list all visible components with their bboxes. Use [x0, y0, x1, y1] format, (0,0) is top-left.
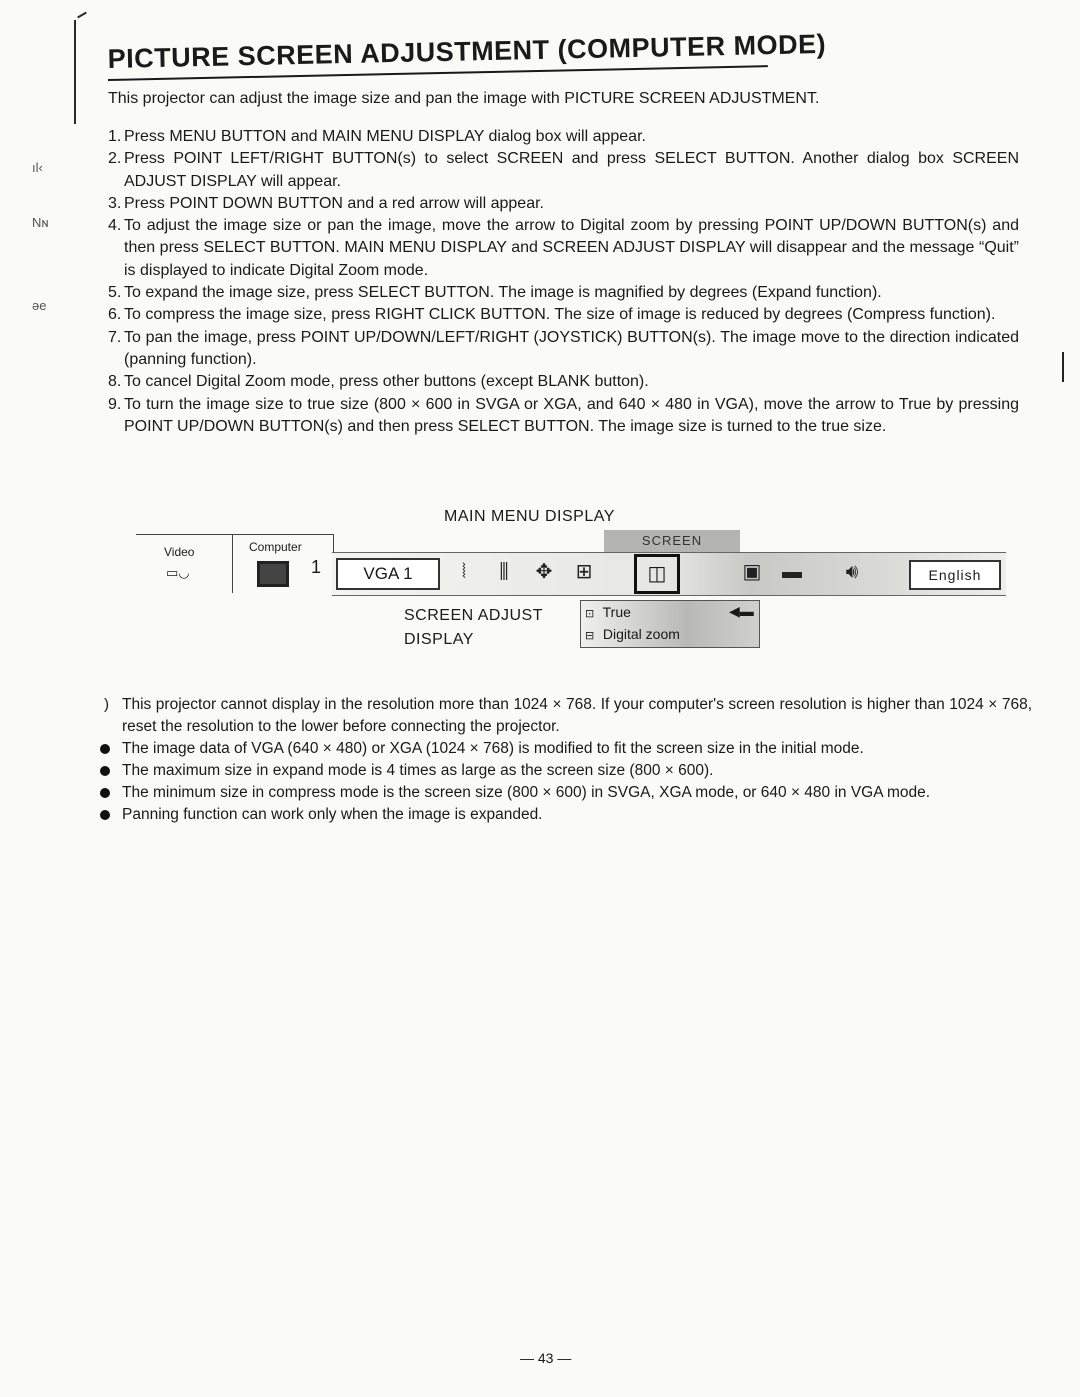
tab-computer[interactable] [232, 534, 334, 593]
step-text: Press POINT DOWN BUTTON and a red arrow will appear. [124, 194, 544, 212]
step-number: 8. [108, 373, 122, 391]
step-number: 4. [108, 217, 122, 235]
step-item [104, 394, 1019, 439]
main-menu-display [136, 530, 1006, 596]
note-item [98, 804, 1032, 826]
step-number: 5. [108, 284, 122, 302]
bullet-icon [100, 700, 110, 710]
step-number: 1. [108, 128, 122, 145]
option-true-label: True [602, 604, 631, 620]
step-text: Press POINT LEFT/RIGHT BUTTON(s) to select SCREEN and press SELECT BUTTON. Another dialog box SCREEN ADJUST DISPLAY will appear. [124, 150, 1019, 190]
computer-icon [257, 561, 289, 587]
step-number: 6. [108, 306, 122, 324]
zoom-icon: ⊟ [585, 630, 595, 642]
step-text: To expand the image size, press SELECT BUTTON. The image is magnified by degrees (Expand function). [124, 284, 882, 302]
step-item [104, 126, 1019, 148]
sound-icon[interactable]: 🔊︎ [845, 561, 859, 583]
screen-adjust-caption-line2: DISPLAY [404, 631, 474, 648]
page-number: — 43 — [520, 1350, 572, 1366]
note-item [98, 738, 1032, 760]
step-item [104, 148, 1019, 193]
step-item [104, 282, 1019, 304]
main-menu-caption: MAIN MENU DISPLAY [444, 508, 615, 525]
note-text: This projector cannot display in the resolution more than 1024 × 768. If your computer's screen resolution is higher than 1024 × 768, reset the resolution to the lower before connecting the projector. [122, 696, 1032, 735]
step-number: 9. [108, 395, 122, 413]
position-icon[interactable]: ✥ [535, 561, 553, 583]
setting-icon[interactable]: ▬ [782, 561, 802, 583]
step-item [104, 371, 1019, 393]
step-number: 2. [108, 150, 122, 168]
step-text: Press MENU BUTTON and MAIN MENU DISPLAY dialog box will appear. [124, 128, 646, 145]
note-text: The image data of VGA (640 × 480) or XGA (1024 × 768) is modified to fit the screen size in the initial mode. [122, 740, 864, 757]
pc-adjust-icon[interactable]: ⫼ [499, 561, 509, 583]
margin-artifact: Nɴ [32, 215, 49, 230]
note-item [98, 760, 1032, 782]
page-title: PICTURE SCREEN ADJUSTMENT (COMPUTER MODE) [107, 28, 827, 75]
screen-menu-icon[interactable]: ◫ [634, 554, 680, 594]
bullet-icon [100, 788, 110, 798]
step-item [104, 327, 1019, 372]
screen-menu-label: SCREEN [604, 530, 740, 552]
tab-computer-label: Computer [249, 540, 302, 554]
change-bar [1062, 352, 1064, 382]
screen-adjust-caption [404, 604, 543, 652]
screen-adjust-display [580, 600, 760, 648]
step-text: To adjust the image size or pan the image, move the arrow to Digital zoom by pressing POINT UP/DOWN BUTTON(s) and then press SELECT BUTTON. MAIN MENU DISPLAY and SCREEN ADJUST DISPLAY will disappear and the message “Quit” is displayed to indicate Digital Zoom mode. [124, 217, 1019, 279]
bullet-icon [100, 766, 110, 776]
source-select[interactable]: VGA 1 [336, 558, 440, 590]
sync-icon[interactable]: ⦚ [461, 561, 467, 583]
scan-binding-mark-top [77, 12, 87, 19]
note-text: The minimum size in compress mode is the screen size (800 × 600) in SVGA, XGA mode, or 640 × 480 in VGA mode. [122, 784, 931, 801]
step-text: To pan the image, press POINT UP/DOWN/LEFT/RIGHT (JOYSTICK) BUTTON(s). The image move to the direction indicated (panning function). [124, 328, 1019, 368]
step-text: To compress the image size, press RIGHT CLICK BUTTON. The size of image is reduced by degrees (Compress function). [124, 306, 996, 324]
step-text: To turn the image size to true size (800 × 600 in SVGA or XGA, and 640 × 480 in VGA), move the arrow to True by pressing POINT UP/DOWN BUTTON(s) and then press SELECT BUTTON. The image size is turned to the true size. [124, 395, 1019, 435]
step-number: 7. [108, 328, 122, 346]
step-text: To cancel Digital Zoom mode, press other buttons (except BLANK button). [124, 373, 649, 391]
bullet-icon [100, 810, 110, 820]
bullet-icon [100, 744, 110, 754]
note-item [98, 694, 1032, 738]
true-icon: ⊡ [585, 608, 595, 620]
tab-video[interactable] [136, 534, 232, 591]
note-text: Panning function can work only when the image is expanded. [122, 806, 543, 823]
steps-list [104, 126, 1019, 438]
tab-video-label: Video [164, 545, 195, 559]
screen-adjust-caption-line1: SCREEN ADJUST [404, 607, 543, 624]
margin-artifact: ǝe [32, 298, 47, 313]
video-icon: ▭◡ [166, 565, 190, 580]
step-item [104, 193, 1019, 215]
red-arrow-icon: ◀▬ [729, 603, 754, 619]
step-item [104, 304, 1019, 326]
intro-text: This projector can adjust the image size and pan the image with PICTURE SCREEN ADJUSTMENT. [108, 90, 820, 107]
option-digital-zoom-label: Digital zoom [602, 626, 680, 642]
notes-list [98, 694, 1032, 826]
picture-icon[interactable]: ▣ [742, 561, 762, 583]
note-item [98, 782, 1032, 804]
language-select[interactable]: English [909, 560, 1001, 590]
step-number: 3. [108, 194, 122, 212]
scan-binding-mark [74, 20, 76, 124]
image-select-icon[interactable]: ⊞ [575, 561, 593, 583]
step-item [104, 215, 1019, 282]
option-digital-zoom[interactable] [585, 624, 755, 645]
note-text: The maximum size in expand mode is 4 times as large as the screen size (800 × 600). [122, 762, 714, 779]
margin-artifact: ıl‹ [32, 160, 43, 175]
input-number: 1 [311, 557, 322, 577]
